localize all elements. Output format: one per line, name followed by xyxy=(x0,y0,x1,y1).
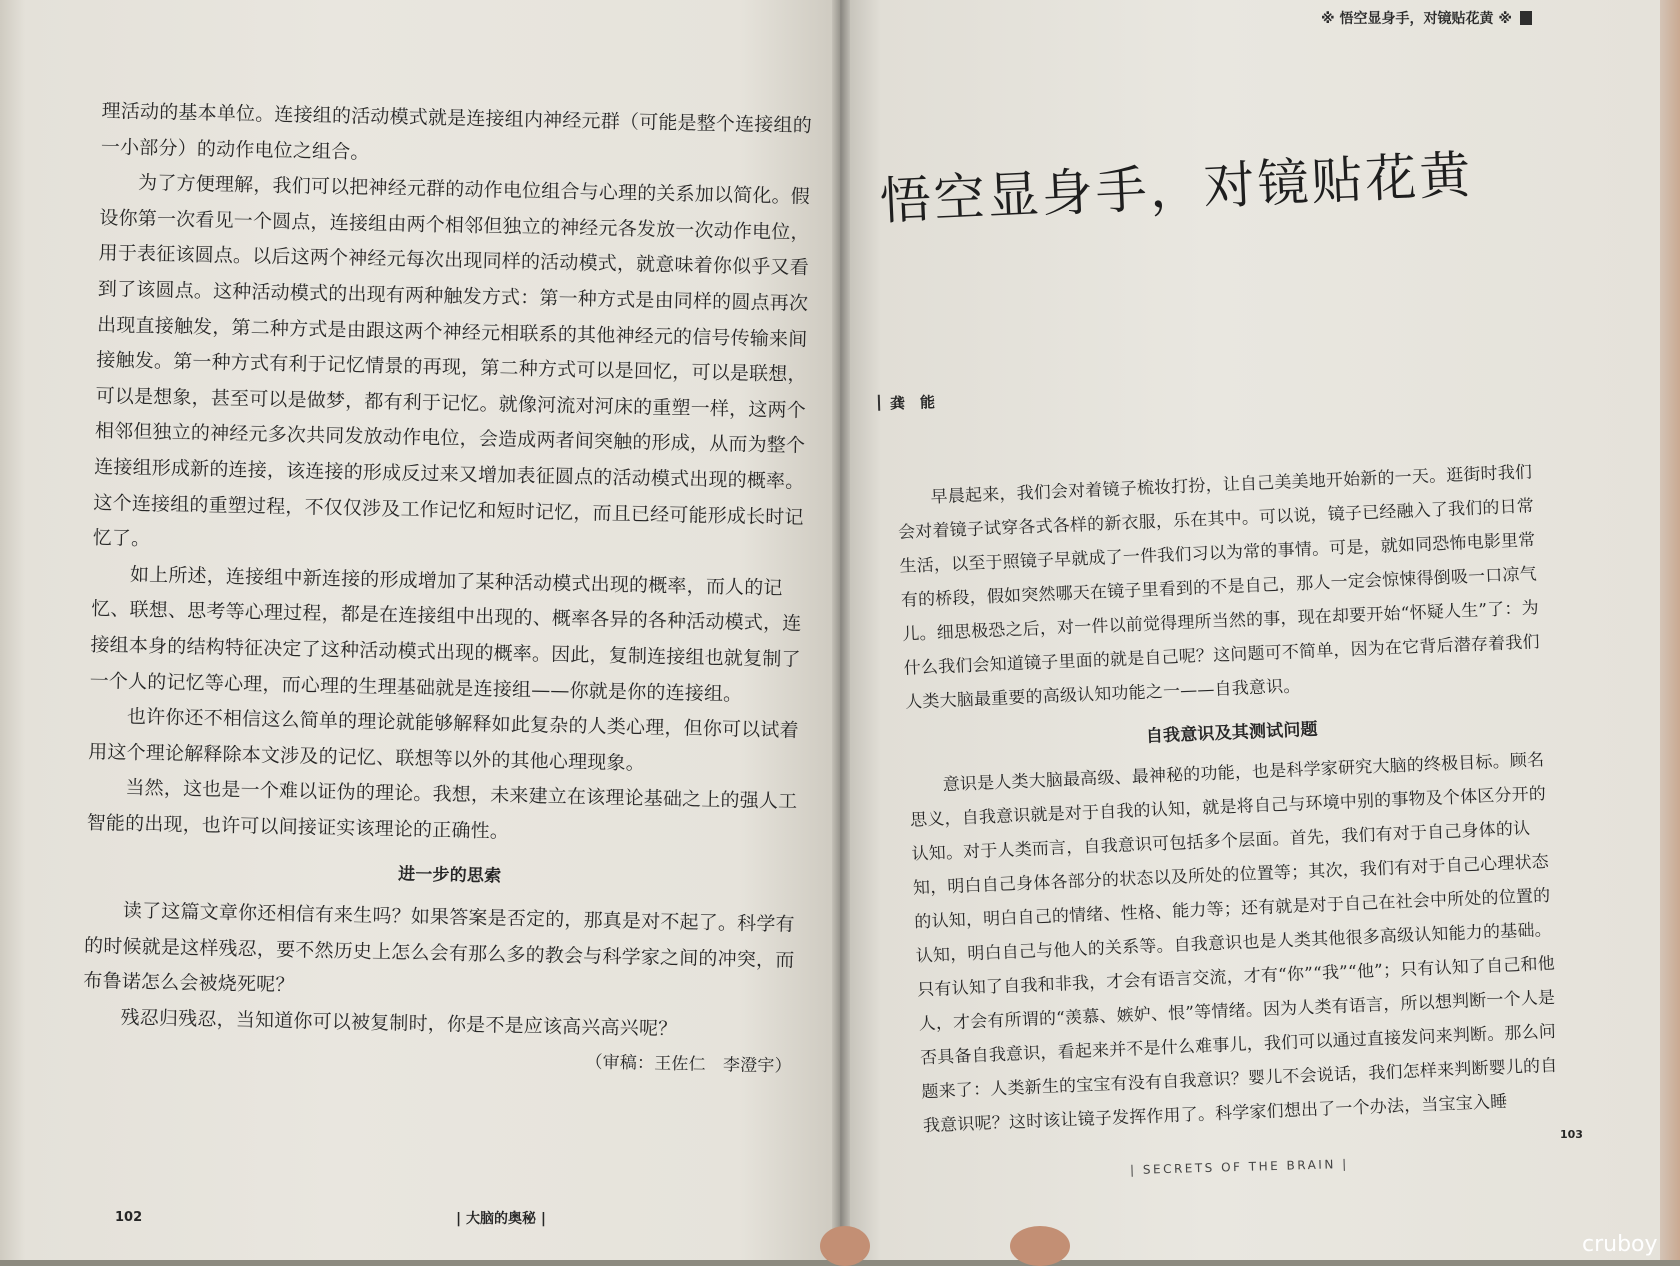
author-byline xyxy=(878,391,936,414)
running-header-text: ※ 悟空显身手，对镜贴花黄 ※ xyxy=(1321,11,1512,27)
running-header xyxy=(1321,8,1532,28)
finger xyxy=(820,1226,870,1266)
section-heading: 进一步的思索 xyxy=(397,864,502,888)
left-page xyxy=(0,0,840,1260)
review-note: （审稿：王佐仁 李澄宇） xyxy=(585,1052,792,1078)
book-gutter xyxy=(832,0,850,1260)
article-title: 悟空显身手，对镜贴花黄 xyxy=(878,146,1475,232)
right-page xyxy=(840,0,1660,1260)
running-title: | 大脑的奥秘 | xyxy=(456,1211,546,1227)
body-paragraph: 意识是人类大脑最高级、最神秘的功能，也是科学家研究大脑的终极目标。顾名思义，自我意识就是对于自我的认知，就是将自己与环境中别的事物及个体区分开的认知。对于人类而言，自我意识可包括多个层面。首先，我们有对于自己身体的认知，明白自己身体各部分的状态以及所处的位置等；其次，我们有对于自己心理状态的认知，明白自己的情绪、性格、能力等；还有就是对于自己在社会中所处的位置的认知，明白自己与他人的关系等。自我意识也是人类其他很多高级认知能力的基础。只有认知了自我和非我，才会有语言交流，才有“你”“我”“他”；只有认知了自己和他人，才会有所谓的“羡慕、嫉妒、恨”等情绪。因为人类有语言，所以想判断一个人是否具备自我意识，看起来并不是什么难事儿，我们可以通过直接发问来判断。那么问题来了：人类新生的宝宝有没有自我意识？婴儿不会说话，我们怎样来判断婴儿的自我意识呢？这时该让镜子发挥作用了。科学家们想出了一个办法，当宝宝入睡 xyxy=(909,750,1558,1137)
page-number: 103 xyxy=(1560,1128,1583,1141)
page-number: 102 xyxy=(115,1210,143,1225)
body-paragraph: 读了这篇文章你还相信有来生吗？如果答案是否定的，那真是对不起了。科学有的时候就是这样残忍，要不然历史上怎么会有那么多的教会与科学家之间的冲突，而布鲁诺怎么会被烧死呢？ xyxy=(83,899,795,997)
left-page-body xyxy=(82,94,830,1086)
body-paragraph: 也许你还不相信这么简单的理论就能够解释如此复杂的人类心理，但你可以试着用这个理论解释除本文涉及的记忆、联想等以外的其他心理现象。 xyxy=(87,705,800,775)
author-name: 龚 能 xyxy=(889,393,936,413)
header-block-icon xyxy=(1520,11,1532,25)
page-edge xyxy=(1660,0,1680,1260)
finger xyxy=(1010,1226,1070,1266)
body-paragraph: 为了方便理解，我们可以把神经元群的动作电位组合与心理的关系加以简化。假设你第一次看见一个圆点，连接组由两个相邻但独立的神经元各发放一次动作电位，用于表征该圆点。以后这两个神经元每次出现同样的活动模式，就意味着你似乎又看到了该圆点。这种活动模式的出现有两种触发方式：第一种方式是由同样的圆点再次出现直接触发，第二种方式是由跟这两个神经元相联系的其他神经元的信号传输来间接触发。第一种方式有利于记忆情景的再现，第二种方式可以是回忆，可以是联想，可以是想象，甚至可以是做梦，都有利于记忆。就像河流对河床的重塑一样，这两个相邻但独立的神经元多次共同发放动作电位，会造成两者间突触的形成，从而为整个连接组形成新的连接，该连接的形成反过来又增加表征圆点的活动模式出现的概率。这个连接组的重塑过程，不仅仅涉及工作记忆和短时记忆，而且已经可能形成长时记忆了。 xyxy=(92,171,811,551)
author-bar-icon xyxy=(878,395,880,411)
body-paragraph: 理活动的基本单位。连接组的活动模式就是连接组内神经元群（可能是整个连接组的一小部分）的动作电位之组合。 xyxy=(100,99,813,164)
body-paragraph: 如上所述，连接组中新连接的形成增加了某种活动模式出现的概率，而人的记忆、联想、思考等心理过程，都是在连接组中出现的、概率各异的各种活动模式，连接组本身的结构特征决定了这种活动模式出现的概率。因此，复制连接组也就复制了一个人的记忆等心理，而心理的生理基础就是连接组——你就是你的连接组。 xyxy=(89,563,802,706)
body-paragraph: 残忍归残忍，当知道你可以被复制时，你是不是应该高兴高兴呢？ xyxy=(120,1006,678,1041)
watermark: cruboy xyxy=(1582,1232,1658,1257)
body-paragraph: 早晨起来，我们会对着镜子梳妆打扮，让自己美美地开始新的一天。逛街时我们会对着镜子试穿各式各样的新衣服，乐在其中。可以说，镜子已经融入了我们的日常生活，以至于照镜子早就成了一件我们习以为常的事情。可是，就如同恐怖电影里常有的桥段，假如突然哪天在镜子里看到的不是自己，那人一定会惊悚得倒吸一口凉气儿。细思极恐之后，对一件以前觉得理所当然的事，现在却要开始“怀疑人生”了：为什么我们会知道镜子里面的就是自己呢？这问题可不简单，因为在它背后潜存着我们人类大脑最重要的高级认知功能之一——自我意识。 xyxy=(897,462,1541,713)
running-title: | SECRETS OF THE BRAIN | xyxy=(1129,1156,1349,1178)
section-heading: 自我意识及其测试问题 xyxy=(1145,719,1319,747)
right-page-body xyxy=(896,455,1573,1144)
body-paragraph: 当然，这也是一个难以证伪的理论。我想，未来建立在该理论基础之上的强人工智能的出现，也许可以间接证实该理论的正确性。 xyxy=(86,776,798,843)
